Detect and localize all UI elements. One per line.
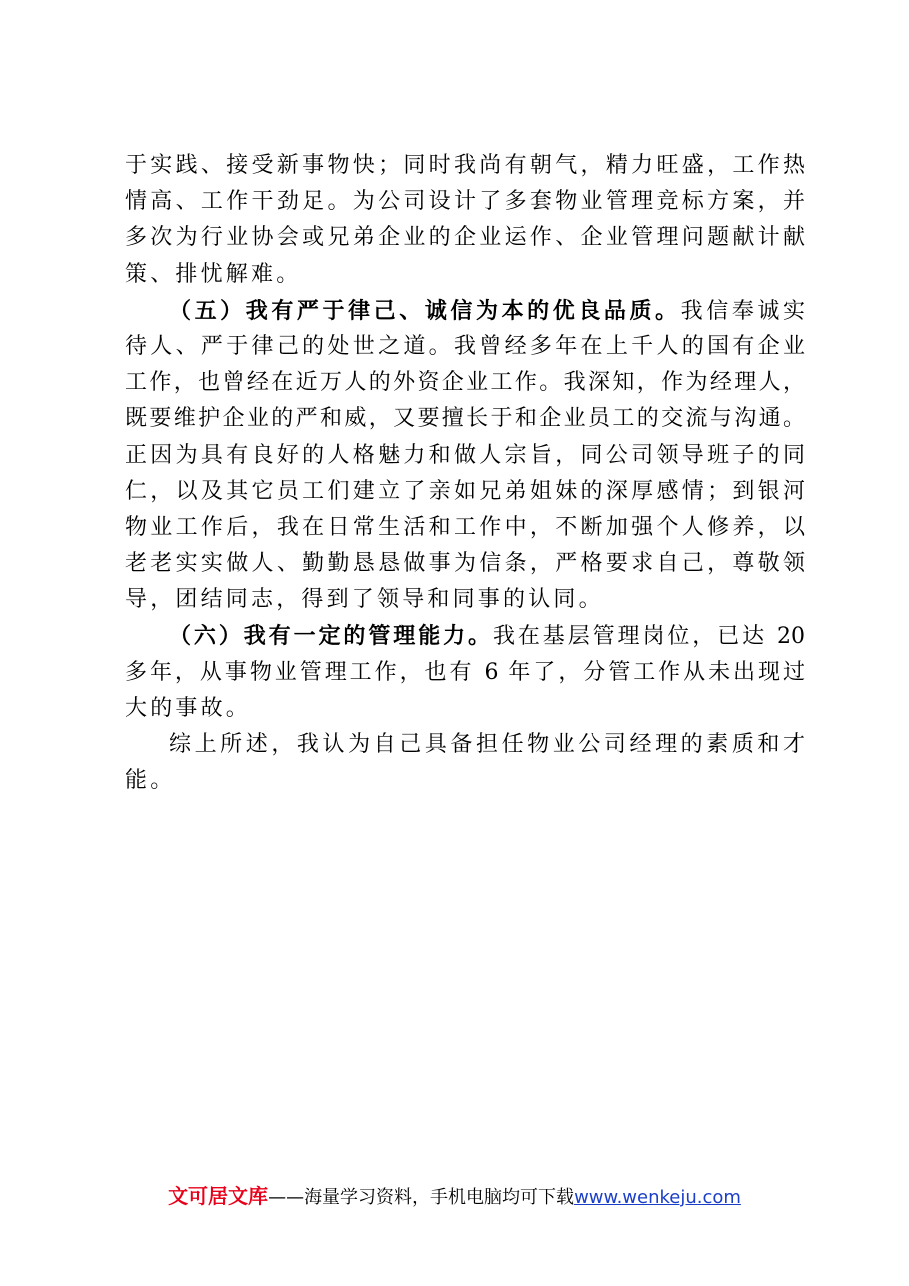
paragraph-line: 于实践、接受新事物快；同时我尚有朝气，精力旺盛，工作热 [125,153,805,178]
paragraph-first-line [125,618,805,654]
paragraph-first-line: 综上所述，我认为自己具备担任物业公司经理的素质和才 [169,732,805,757]
website-link[interactable]: www.wenkeju.com [574,1187,741,1208]
paragraph-line: 物业工作后，我在日常生活和工作中，不断加强个人修养，以 [125,514,805,540]
paragraph-line: 大的事故。 [125,695,252,721]
paragraph-line: 仁，以及其它员工们建立了亲如兄弟姐妹的深厚感情；到银河 [125,478,805,504]
paragraph-line: 多次为行业协会或兄弟企业的企业运作、企业管理问题献计献 [125,225,805,251]
document-body [125,148,805,799]
paragraph-line: 工作，也曾经在近万人的外资企业工作。我深知，作为经理人， [125,370,805,396]
footer-tagline: ——海量学习资料，手机电脑均可下载 [268,1187,575,1208]
brand-logo-text: 文可居文库 [168,1184,269,1208]
page-footer [0,1183,909,1211]
paragraph-line: 多年，从事物业管理工作，也有 6 年了，分管工作从未出现过 [125,659,805,685]
paragraph-line: 策、排忧解难。 [125,261,302,287]
paragraph-line: 情高、工作干劲足。为公司设计了多套物业管理竞标方案，并 [125,189,805,215]
paragraph-line: 导，团结同志，得到了领导和同事的认同。 [125,587,604,613]
section-heading-6: （六）我有一定的管理能力。 [169,623,493,650]
paragraph-line: 老老实实做人、勤勤恳恳做事为信条，严格要求自己，尊敬领 [125,551,805,577]
paragraph-first-line [125,293,805,329]
section-heading-5: （五）我有严于律己、诚信为本的优良品质。 [169,297,681,324]
paragraph-line: 能。 [125,768,176,794]
paragraph-line: 既要维护企业的严和威，又要擅长于和企业员工的交流与沟通。 [125,406,805,432]
paragraph-text: 我信奉诚实 [680,298,805,324]
paragraph-text: 我在基层管理岗位，已达 20 [492,624,805,650]
paragraph-line: 待人、严于律己的处世之道。我曾经多年在上千人的国有企业 [125,333,805,359]
paragraph-line: 正因为具有良好的人格魅力和做人宗旨，同公司领导班子的同 [125,442,805,468]
